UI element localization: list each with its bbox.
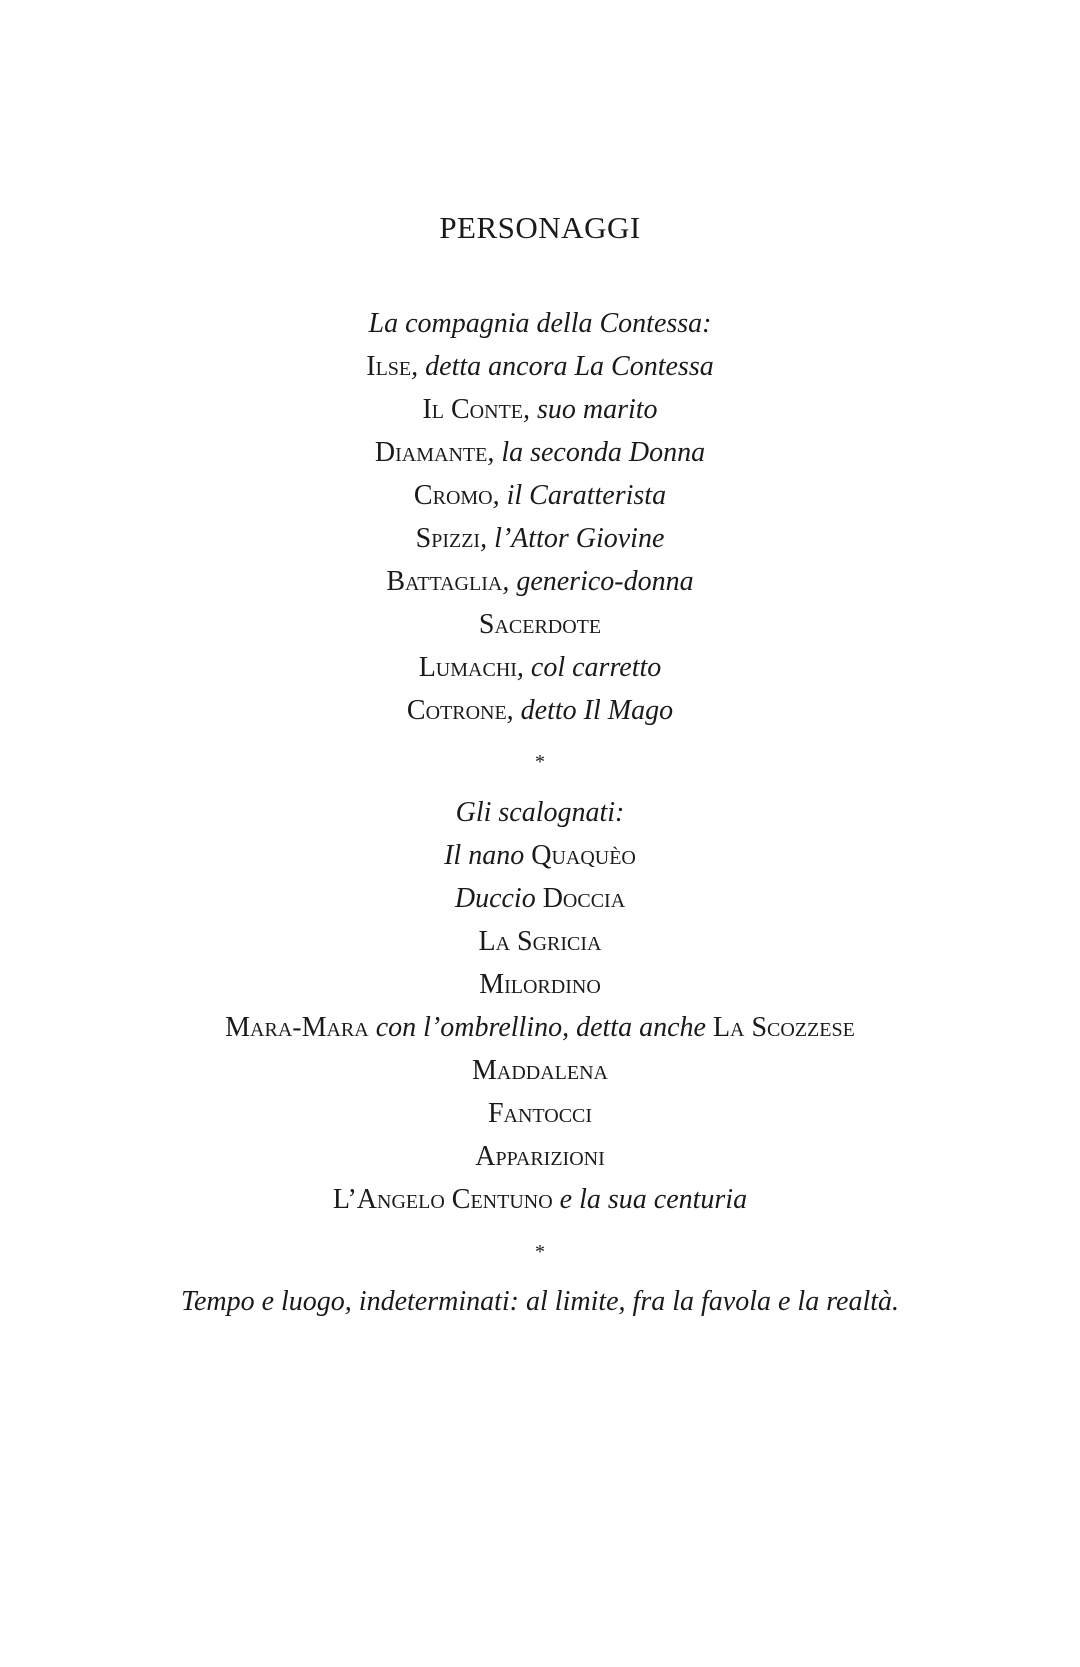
cast-entry [0, 517, 1080, 560]
cast-entry [0, 345, 1080, 388]
character-name: Diamante [374, 437, 488, 468]
cast-entry [0, 1006, 1080, 1049]
cast-group-company [0, 302, 1080, 732]
cast-entry [0, 646, 1080, 689]
character-name: Il Conte [422, 394, 523, 425]
cast-entry [0, 1049, 1080, 1092]
character-role: con l’ombrellino, detta anche [368, 1012, 713, 1043]
character-prefix: Duccio [454, 883, 543, 914]
character-role: , generico-donna [502, 566, 694, 597]
character-name: Battaglia [386, 566, 503, 597]
section-separator: * [535, 751, 545, 773]
cast-entry [0, 1092, 1080, 1135]
cast-entry [0, 1135, 1080, 1178]
cast-entry [0, 560, 1080, 603]
cast-entry [0, 603, 1080, 646]
character-role: , col carretto [516, 652, 662, 683]
cast-entry [0, 1178, 1080, 1221]
character-name: Milordino [479, 969, 601, 1000]
character-name: Mara-Mara [225, 1012, 369, 1043]
character-name: Apparizioni [475, 1141, 605, 1172]
character-role: , suo marito [522, 394, 658, 425]
character-name: Spizzi [415, 523, 481, 554]
character-role: , detto Il Mago [506, 695, 674, 726]
setting-note: Tempo e luogo, indeterminati: al limite, fra la favola e la realtà. [180, 1286, 900, 1317]
character-prefix: Il nano [444, 840, 532, 871]
cast-entry [0, 834, 1080, 877]
character-name: Fantocci [487, 1098, 593, 1129]
cast-group-scalognati [0, 791, 1080, 1221]
character-alias: La Scozzese [712, 1012, 855, 1043]
character-role: , il Caratterista [492, 480, 667, 511]
character-role: , l’Attor Giovine [480, 523, 665, 554]
group-heading: Gli scalognati: [455, 797, 625, 828]
character-name: Doccia [542, 883, 626, 914]
character-name: Cotrone [406, 695, 507, 726]
character-name: L’Angelo Centuno [332, 1184, 553, 1215]
group-heading: La compagnia della Contessa: [368, 308, 712, 339]
page-title: PERSONAGGI [439, 210, 641, 245]
cast-entry [0, 877, 1080, 920]
character-name: Sacerdote [478, 609, 602, 640]
cast-entry [0, 431, 1080, 474]
character-role: , la seconda Donna [487, 437, 706, 468]
character-name: Quaquèo [531, 840, 636, 871]
character-name: La Sgricia [478, 926, 602, 957]
cast-entry [0, 474, 1080, 517]
character-name: Maddalena [472, 1055, 608, 1086]
cast-entry [0, 689, 1080, 732]
cast-entry [0, 963, 1080, 1006]
character-role: e la sua centuria [552, 1184, 748, 1215]
cast-entry [0, 388, 1080, 431]
character-role: , detta ancora La Contessa [411, 351, 714, 382]
section-separator: * [535, 1241, 545, 1263]
cast-entry [0, 920, 1080, 963]
character-name: Ilse [366, 351, 412, 382]
character-name: Cromo [413, 480, 493, 511]
character-name: Lumachi [418, 652, 517, 683]
